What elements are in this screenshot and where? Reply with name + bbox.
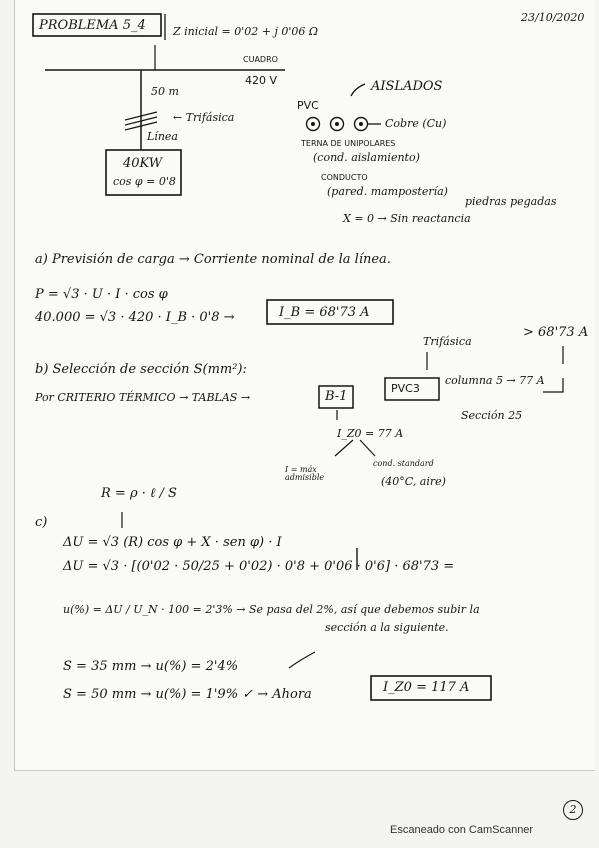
iz0-new: I_Z0 = 117 A — [383, 680, 470, 695]
trifasica-label: ← Trifásica — [173, 111, 235, 124]
page-number: 2 — [563, 800, 583, 820]
cond-aislamiento: (cond. aislamiento) — [313, 151, 420, 164]
gt-ib: > 68'73 A — [523, 325, 589, 340]
du-calc: ΔU = √3 · [(0'02 · 50/25 + 0'02) · 0'8 + 0'06 · 0'6] · 68'73 = — [63, 559, 455, 574]
cond-values: (40°C, aire) — [381, 475, 446, 488]
load-power: 40KW — [123, 156, 163, 171]
pvc-label: PVC — [297, 99, 319, 112]
s35-result: S = 35 mm → u(%) = 2'4% — [63, 659, 239, 674]
criterio-termico: Por CRITERIO TÉRMICO → TABLAS → — [35, 391, 251, 404]
seccion-label: Sección 25 — [461, 409, 523, 422]
part-b-heading: b) Selección de sección S(mm²): — [35, 362, 247, 377]
imax-note: I = máx admisible — [285, 465, 325, 482]
u-percent: u(%) = ΔU / U_N · 100 = 2'3% → Se pasa del 2%, así que debemos subir la — [63, 603, 480, 616]
scanner-footer: Escaneado con CamScanner — [390, 824, 534, 836]
problem-title: PROBLEMA 5_4 — [39, 18, 146, 33]
pared-label: (pared. mampostería) — [327, 185, 448, 198]
linea-label: Línea — [147, 130, 178, 143]
u-percent-cont: sección a la siguiente. — [325, 621, 449, 634]
part-c-label: c) — [35, 515, 48, 530]
power-formula: P = √3 · U · I · cos φ — [35, 287, 168, 302]
scanned-page — [14, 0, 595, 816]
cond-standard: cond. standard — [373, 459, 434, 468]
conducto-label: CONDUCTO — [321, 173, 368, 182]
trifasica-note: Trifásica — [423, 335, 472, 348]
cobre-label: Cobre (Cu) — [385, 117, 447, 130]
b1-method: B-1 — [325, 389, 348, 404]
date: 23/10/2020 — [521, 11, 585, 24]
du-general: ΔU = √3 (R) cos φ + X · sen φ) · I — [63, 535, 282, 550]
ib-result: I_B = 68'73 A — [279, 305, 370, 320]
part-a-heading: a) Previsión de carga → Corriente nominal de la línea. — [35, 252, 391, 267]
r-formula: R = ρ · ℓ / S — [101, 486, 177, 501]
piedras-label: piedras pegadas — [465, 195, 557, 208]
iz0-value: I_Z0 = 77 A — [337, 427, 404, 440]
columna-label: columna 5 → 77 A — [445, 374, 545, 387]
pvc3-label: PVC3 — [391, 382, 420, 395]
distance-label: 50 m — [151, 85, 179, 98]
power-calc: 40.000 = √3 · 420 · I_B · 0'8 → — [35, 310, 235, 325]
load-pf: cos φ = 0'8 — [113, 175, 176, 188]
terna-label: TERNA DE UNIPOLARES — [301, 139, 396, 148]
z-initial: Z inicial = 0'02 + j 0'06 Ω — [173, 25, 318, 38]
aislados-label: AISLADOS — [371, 79, 443, 94]
s50-result: S = 50 mm → u(%) = 1'9% ✓ → Ahora — [63, 687, 312, 702]
no-reactance: X = 0 → Sin reactancia — [343, 212, 471, 225]
voltage-label: 420 V — [245, 74, 278, 87]
cuadro-label: CUADRO — [243, 55, 278, 64]
